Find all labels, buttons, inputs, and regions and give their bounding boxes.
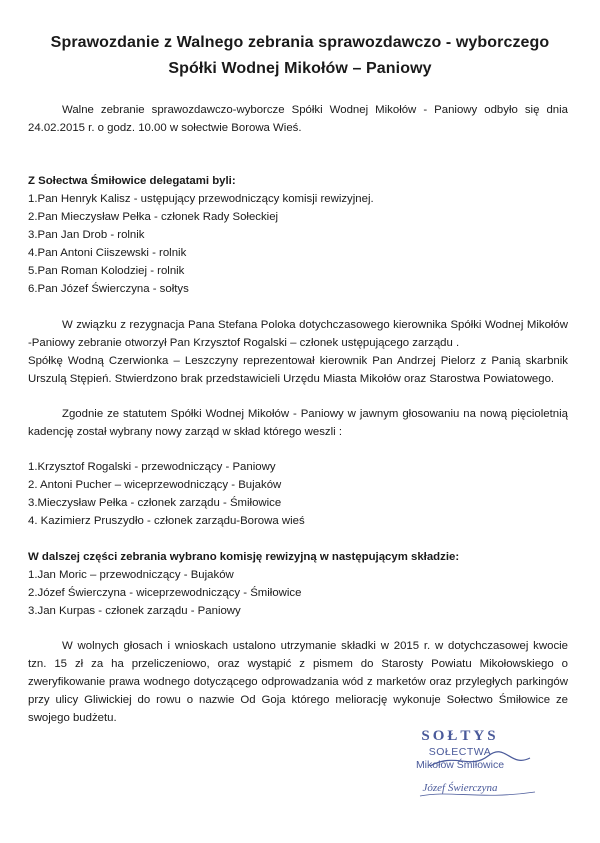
board-member: 1.Krzysztof Rogalski - przewodniczący - Paniowy	[28, 461, 276, 473]
delegate-item: 5.Pan Roman Kolodziej - rolnik	[28, 265, 185, 277]
board-member: 4. Kazimierz Pruszydło - członek zarządu-Borowa wieś	[28, 515, 305, 527]
delegate-item: 1.Pan Henryk Kalisz - ustępujący przewodniczący komisji rewizyjnej.	[28, 193, 374, 205]
statute-paragraph: Zgodnie ze statutem Spółki Wodnej Mikołów - Paniowy w jawnym głosowaniu na nową pięcioletnią kadencję został wybrany nowy zarząd w skład którego weszli :	[28, 408, 568, 438]
czerwionka-paragraph: Spółkę Wodną Czerwionka – Leszczyny reprezentował kierownik Pan Andrzej Pielorz z Panią skarbnik Urszulą Stępień. Stwierdzono brak przedstawicieli Urzędu Miasta Mikołów oraz Starostwa Powiatowego.	[28, 355, 568, 385]
delegate-item: 4.Pan Antoni Ciiszewski - rolnik	[28, 247, 187, 259]
delegates-heading: Z Sołectwa Śmiłowice delegatami byli:	[28, 175, 236, 187]
document-title-line2: Spółki Wodnej Mikołów – Paniowy	[168, 60, 432, 77]
delegate-item: 6.Pan Józef Świerczyna - sołtys	[28, 283, 189, 295]
delegate-item: 3.Pan Jan Drob - rolnik	[28, 229, 145, 241]
commission-member: 3.Jan Kurpas - członek zarządu - Paniowy	[28, 605, 241, 617]
soltys-stamp	[360, 722, 560, 802]
intro-paragraph: Walne zebranie sprawozdawczo-wyborcze Spółki Wodnej Mikołów - Paniowy odbyło się dnia 24.02.2015 r. o godz. 10.00 w sołectwie Borowa Wieś.	[28, 104, 568, 134]
commission-section	[28, 548, 568, 620]
stamp-title: SOŁTYS	[421, 728, 499, 744]
conclusions-paragraph: W wolnych głosach i wnioskach ustalono utrzymanie składki w 2015 r. w dotychczasowej kwocie tzn. 15 zł za ha przeliczeniowo, oraz wystąpić z pismem do Starosty Powiatu Mikołowskiego o zweryfikowanie prawa wodnego dotyczącego odprowadzania wód z marketów oraz przyległych parkingów przy ulicy Gliwickiej do rowu o nazwie Od Goja którego meliorację wykonuje Sołectwo Śmiłowice ze swojego budżetu.	[28, 640, 568, 724]
stamp-line2: SOŁECTWA	[428, 746, 492, 758]
commission-member: 1.Jan Moric – przewodniczący - Bujaków	[28, 569, 234, 581]
resignation-paragraph: W związku z rezygnacja Pana Stefana Poloka dotychczasowego kierownika Spółki Wodnej Mikołów -Paniowy zebranie otworzył Pan Krzysztof Rogalski – członek ustępującego zarządu .	[28, 319, 568, 349]
stamp-line3: Mikołów Śmiłowice	[415, 759, 505, 771]
stamp-signature: Józef Świerczyna	[422, 782, 498, 794]
board-list	[28, 458, 568, 530]
commission-heading: W dalszej części zebrania wybrano komisję rewizyjną w następującym składzie:	[28, 551, 460, 563]
board-member: 2. Antoni Pucher – wiceprzewodniczący - Bujaków	[28, 479, 282, 491]
commission-member: 2.Józef Świerczyna - wiceprzewodniczący - Śmiłowice	[28, 587, 302, 599]
delegate-item: 2.Pan Mieczysław Pełka - członek Rady Sołeckiej	[28, 211, 279, 223]
document-title-line1: Sprawozdanie z Walnego zebrania sprawozdawczo - wyborczego	[50, 34, 550, 51]
delegates-section	[28, 172, 568, 298]
board-member: 3.Mieczysław Pełka - członek zarządu - Śmiłowice	[28, 497, 282, 509]
